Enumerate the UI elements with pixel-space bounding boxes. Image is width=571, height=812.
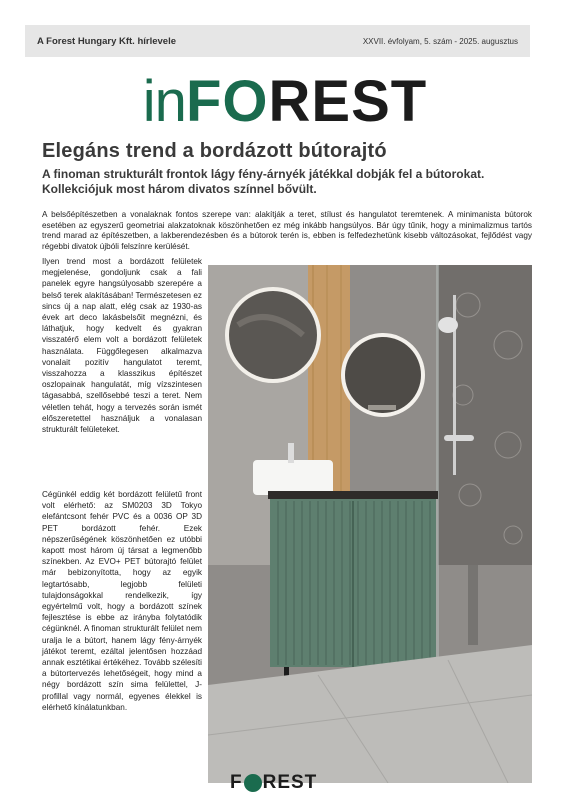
bathroom-photo [208,265,532,783]
article-paragraph-1: Ilyen trend most a bordázott felületek megjelenése, gondoljunk csak a fali panelek egyre hangsúlyosabb szerepére a belső terek alakításában! Természetesen ez sincs új a nap alatt, elég csak az 1930-as évek art deco lakásbelsőit megnézni, és láthatjuk, hogy kedvelt és gyakran visszatérő elem volt a bordázott felületek használata. Függőlegesen alkalmazva vonalait pozitív hangulatot teremt, visszahozza a klasszikus építészet oszlopainak hangulatát, míg vízszintesen tágasabbá, szellősebbé teszi a teret. Nem véletlen tehát, hogy a tervezés során ismét előszeretettel használjuk a vonalasan strukturált felületeket. [42,257,202,435]
publisher-label: A Forest Hungary Kft. hírlevele [37,35,177,47]
footer-forest-logo [230,772,342,794]
article-title: Elegáns trend a bordázott bútorajtó [42,140,387,162]
masthead-fo: FO [185,69,269,134]
footer-logo-rest: REST [262,772,318,793]
masthead-rest: REST [268,69,428,134]
issue-label: XXVII. évfolyam, 5. szám - 2025. augusztus [362,36,518,46]
footer-logo-f: F [230,772,243,793]
article-lead: A finoman strukturált frontok lágy fény-árnyék játékkal dobják fel a bútorokat. Kollekciójuk most három divatos színnel bővült. [42,167,485,196]
newsletter-header-bar [25,25,530,57]
article-paragraph-2: Cégünkél eddig két bordázott felületű front volt elérhető: az SM0203 3D Tokyo elefántcsont fehér PVC és a 0036 OP 3D PET bordázott fehér. Ezek népszerűségének köszönhetően ez utóbbi kapott most három új társat a legmenőbb színekben. Az EVO+ PET bútorajtó felület már bebizonyította, hogy az egyik legtartósabb, legjobb felületi tulajdonságokkal rendelkezik, így egyértelmű volt, hogy a bordázott színek fejlesztése is ebbe az irányba folytatódik cégünknél. A finoman strukturált felület nem uralja le a bútort, hanem lágy fény-árnyék játékot teremt, ezáltal jelentősen hozzáad annak esztétikai értékéhez. Tovább szélesíti a bútortervezés lehetőségeit, hogy mind a négy bordázott szín sima felülettel, J-profillal vagy normál, egyenes élekkel is elérhető kínálatunkban. [42,490,202,712]
footer-logo-leaf-icon [244,774,262,792]
masthead-logo [104,69,466,134]
article-intro: A belsőépítészetben a vonalaknak fontos szerepe van: alakítják a teret, stílust és hangulatot teremtenek. A minimanista bútorok esetében az egyszerű geometriai alakzatoknak köszönhetően ez még inkább hangsúlyos. Bár úgy tűnik, hogy a minimalizmus tartós trend marad az építészetben, a lakberendezésben és a bútorok terén is, ebben is felfedezhetünk kisebb változásokat, fejlődést vagy régebbi divatok újbóli felszínre kerülését. [42,210,532,251]
masthead-in: in [142,69,186,134]
